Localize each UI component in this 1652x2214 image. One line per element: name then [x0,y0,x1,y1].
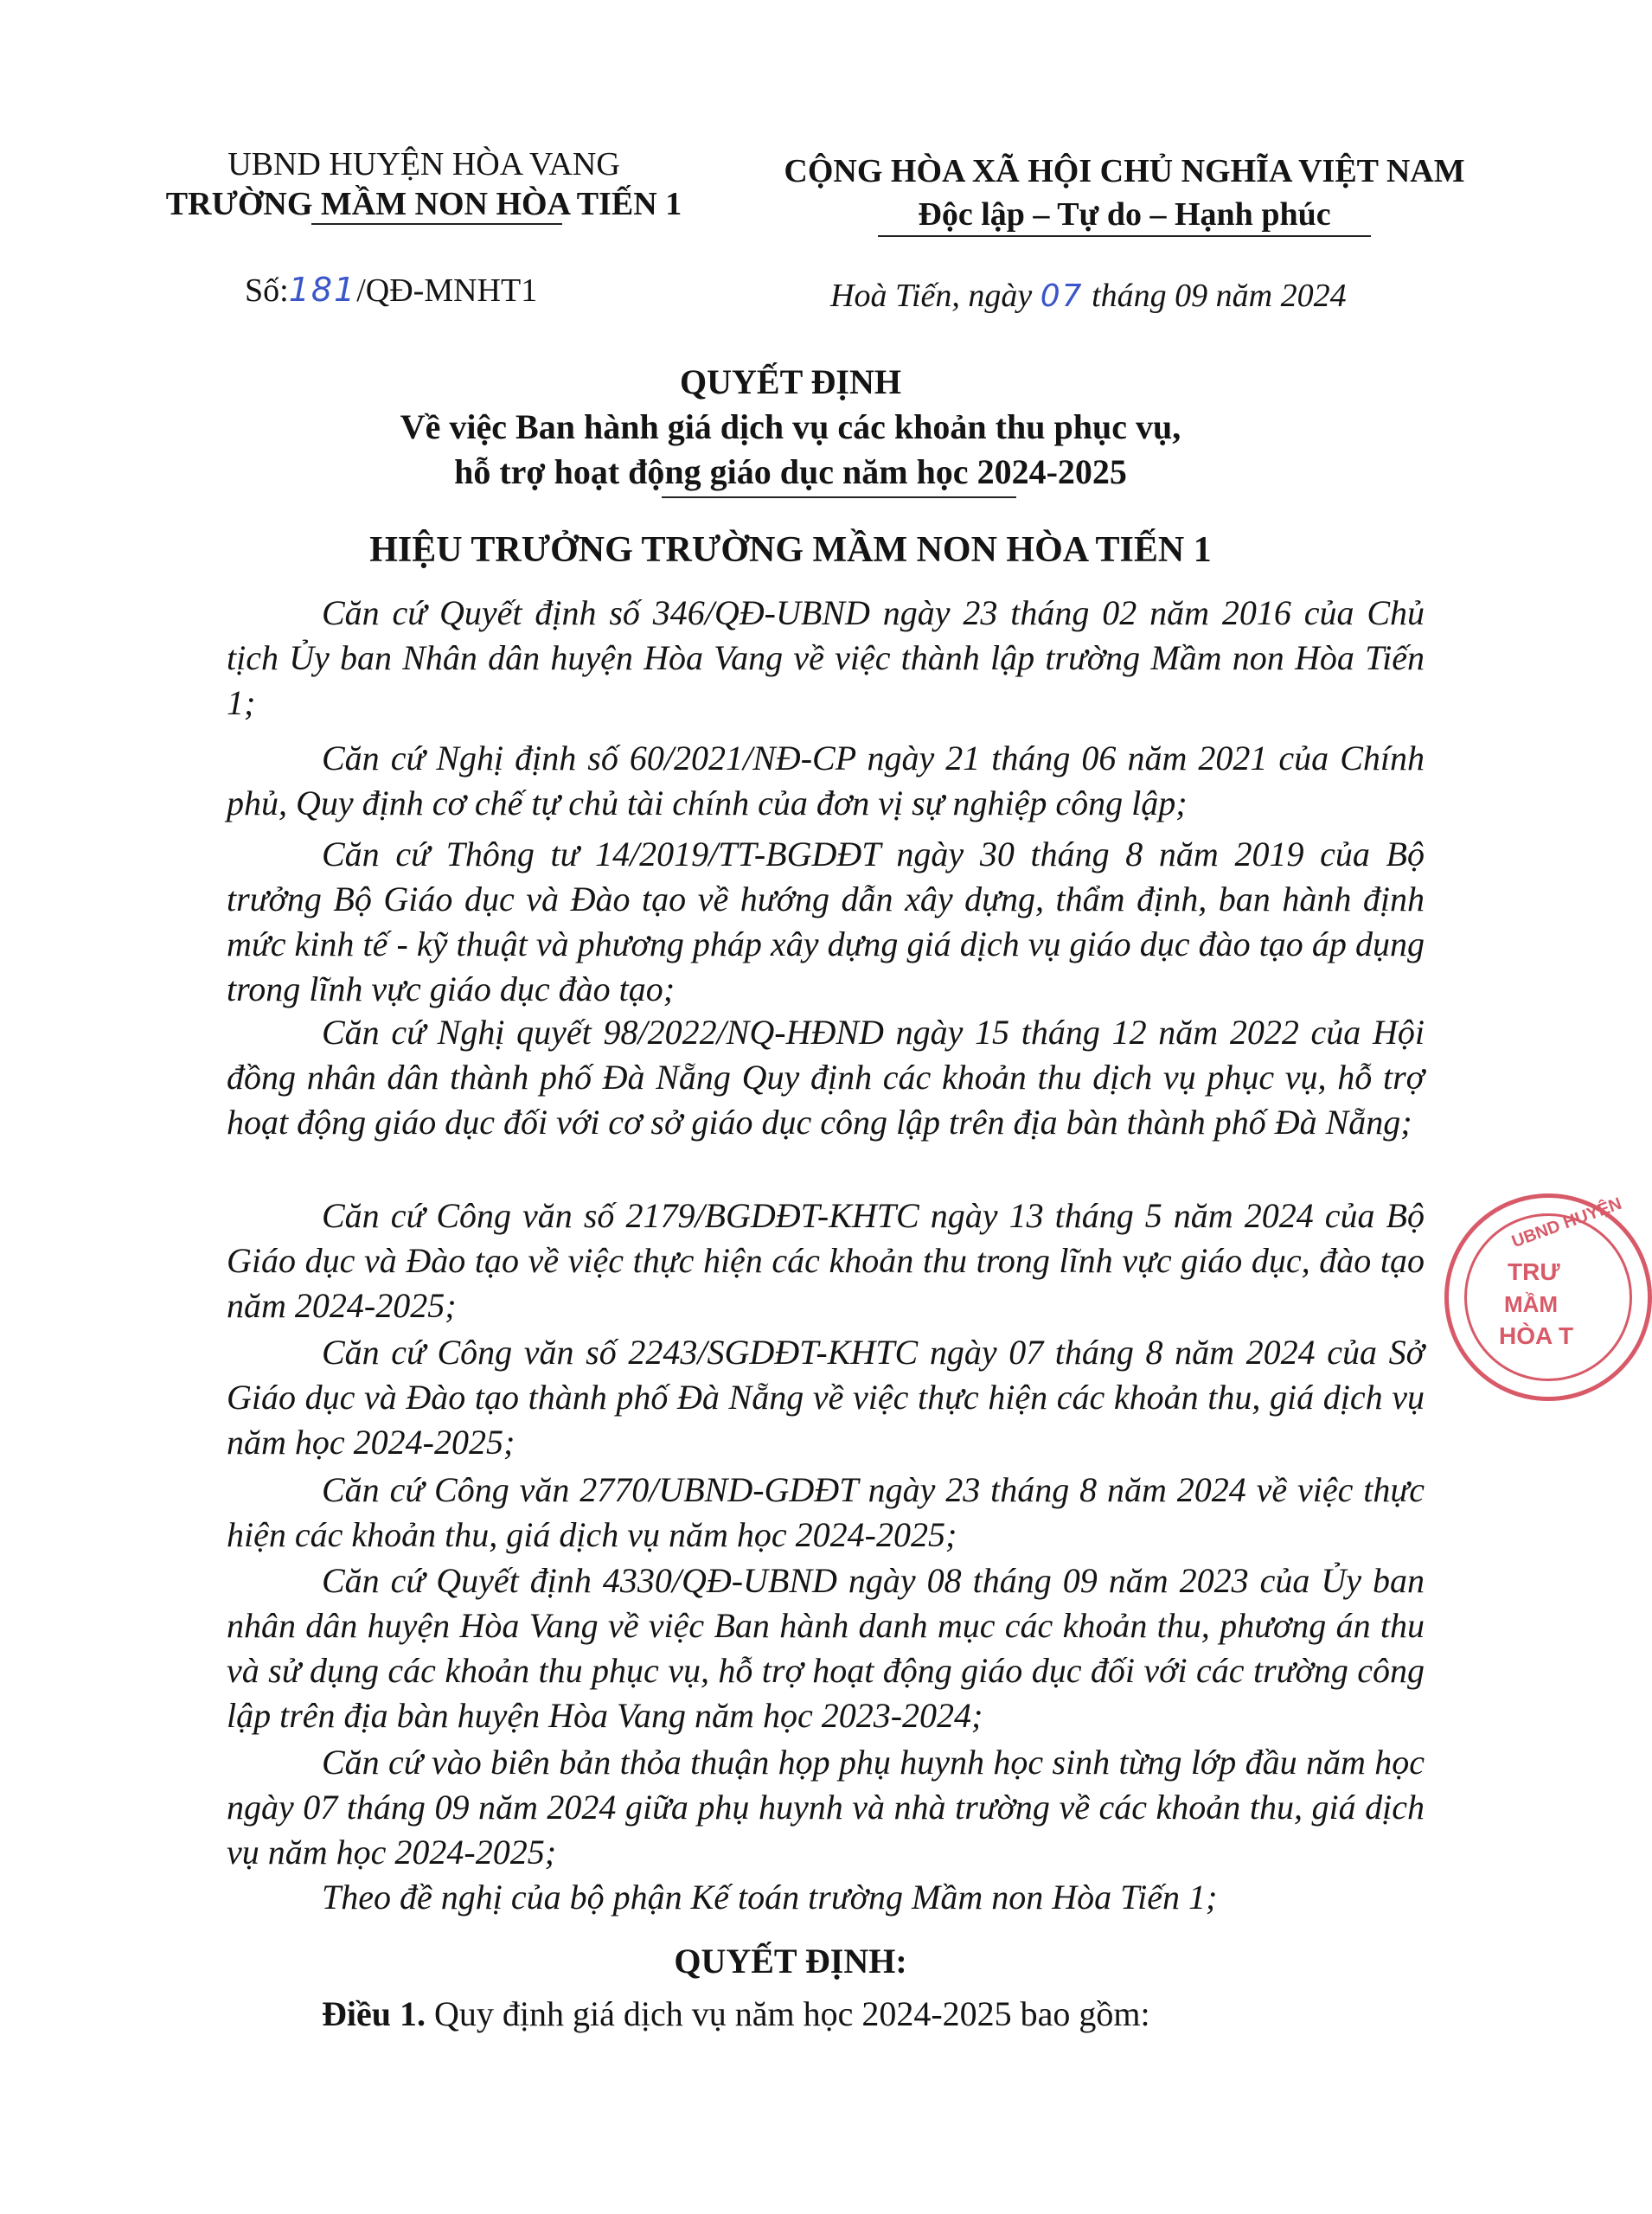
nation-title: CỘNG HÒA XÃ HỘI CHỦ NGHĨA VIỆT NAM [784,153,1465,189]
subject-underline [662,496,1016,498]
stamp-center-line-2: MẦM [1504,1291,1559,1317]
basis-paragraph-6: Căn cứ Công văn số 2243/SGDĐT-KHTC ngày 07 tháng 8 năm 2024 của Sở Giáo dục và Đào tạo thành phố Đà Nẵng về việc thực hiện các khoản thu, giá dịch vụ năm học 2024-2025; [227,1333,1425,1462]
decision-heading: QUYẾT ĐỊNH: [674,1942,907,1980]
motto-underline [878,235,1371,237]
basis-paragraph-9: Căn cứ vào biên bản thỏa thuận họp phụ huynh học sinh từng lớp đầu năm học ngày 07 tháng 09 năm 2024 giữa phụ huynh và nhà trường về các khoản thu, giá dịch vụ năm học 2024-2025; [227,1743,1425,1872]
basis-paragraph-1: Căn cứ Quyết định số 346/QĐ-UBND ngày 23 tháng 02 năm 2016 của Chủ tịch Ủy ban Nhân dân huyện Hòa Vang về việc thành lập trường Mầm non Hòa Tiến 1; [227,593,1425,722]
org-line-2: TRƯỜNG MẦM NON HÒA TIẾN 1 [165,186,682,222]
basis-paragraph-5: Căn cứ Công văn số 2179/BGDĐT-KHTC ngày 13 tháng 5 năm 2024 của Bộ Giáo dục và Đào tạo về việc thực hiện các khoản thu trong lĩnh vực giáo dục, đào tạo năm 2024-2025; [227,1196,1425,1325]
basis-paragraph-8: Căn cứ Quyết định 4330/QĐ-UBND ngày 08 tháng 09 năm 2023 của Ủy ban nhân dân huyện Hòa Vang về việc Ban hành danh mục các khoản thu, phương án thu và sử dụng các khoản thu phục vụ, hỗ trợ hoạt động giáo dục đối với các trường công lập trên địa bàn huyện Hòa Vang năm học 2023-2024; [227,1561,1425,1735]
official-stamp [1444,1193,1652,1401]
org-line-1: UBND HUYỆN HÒA VANG [227,146,620,182]
article-1-label: Điều 1. [322,1994,426,2033]
issuing-authority: HIỆU TRƯỞNG TRƯỜNG MẦM NON HÒA TIẾN 1 [369,530,1212,570]
number-suffix: /QĐ-MNHT1 [356,272,538,309]
stamp-center-line-3: HÒA T [1499,1322,1574,1349]
basis-paragraph-10: Theo đề nghị của bộ phận Kế toán trường Mầm non Hòa Tiến 1; [322,1878,1218,1916]
decision-subject-line-2: hỗ trợ hoạt động giáo dục năm học 2024-2025 [454,452,1127,491]
handwritten-day: 07 [1040,278,1084,314]
org-underline [311,223,562,225]
number-prefix: Số: [245,272,289,309]
basis-paragraph-2: Căn cứ Nghị định số 60/2021/NĐ-CP ngày 21 tháng 06 năm 2021 của Chính phủ, Quy định cơ chế tự chủ tài chính của đơn vị sự nghiệp công lập; [227,739,1425,822]
place-date-suffix: tháng 09 năm 2024 [1083,278,1347,314]
decision-subject-line-1: Về việc Ban hành giá dịch vụ các khoản thu phục vụ, [400,407,1181,446]
place-date-prefix: Hoà Tiến, ngày [830,278,1041,314]
document-number [245,271,537,310]
stamp-ring-text: UBND HUYỆN [1509,1193,1624,1252]
decision-title: QUYẾT ĐỊNH [680,362,901,401]
article-1 [322,1993,1150,2034]
basis-paragraph-4: Căn cứ Nghị quyết 98/2022/NQ-HĐND ngày 15 tháng 12 năm 2022 của Hội đồng nhân dân thành phố Đà Nẵng Quy định các khoản thu dịch vụ phục vụ, hỗ trợ hoạt động giáo dục đối với cơ sở giáo dục công lập trên địa bàn thành phố Đà Nẵng; [227,1013,1425,1142]
motto: Độc lập – Tự do – Hạnh phúc [918,196,1331,233]
place-date [830,277,1347,315]
stamp-center-line-1: TRƯ [1508,1258,1560,1285]
basis-paragraph-7: Căn cứ Công văn 2770/UBND-GDĐT ngày 23 tháng 8 năm 2024 về việc thực hiện các khoản thu, giá dịch vụ năm học 2024-2025; [227,1470,1425,1554]
basis-paragraph-3: Căn cứ Thông tư 14/2019/TT-BGDĐT ngày 30 tháng 8 năm 2019 của Bộ trưởng Bộ Giáo dục và Đào tạo về hướng dẫn xây dựng, thẩm định, ban hành định mức kinh tế - kỹ thuật và phương pháp xây dựng giá dịch vụ giáo dục đào tạo áp dụng trong lĩnh vực giáo dục đào tạo; [227,835,1425,1008]
handwritten-number: 181 [288,271,357,309]
article-1-text: Quy định giá dịch vụ năm học 2024-2025 bao gồm: [426,1994,1150,2033]
